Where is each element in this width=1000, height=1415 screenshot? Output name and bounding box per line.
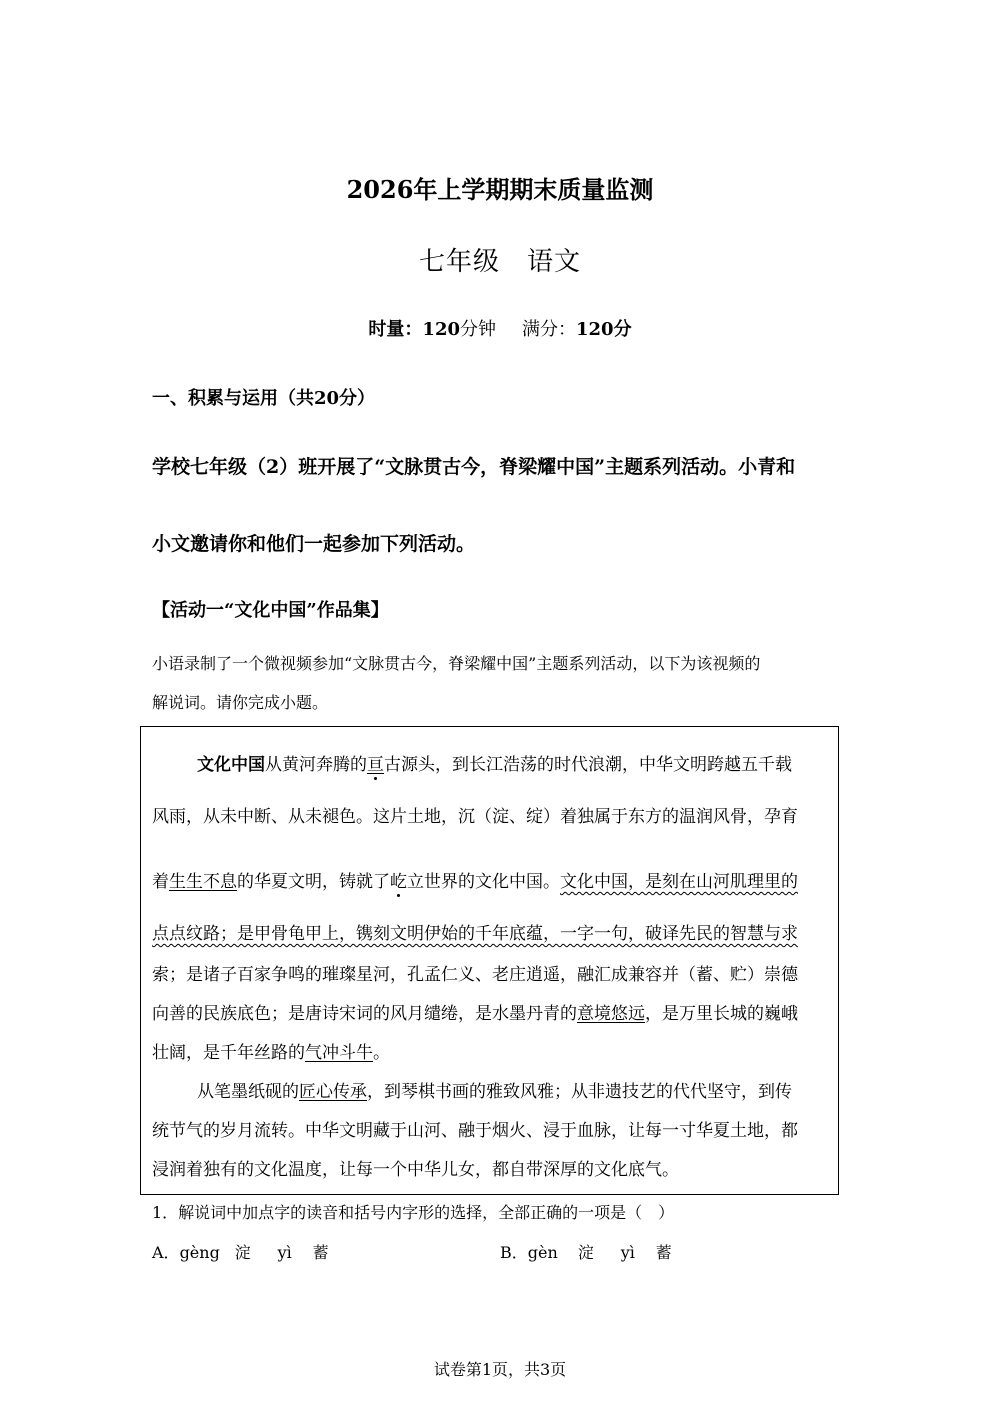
activity-desc-line-1: 小语录制了一个微视频参加“文脉贯古今，脊梁耀中国”主题系列活动，以下为该视频的 <box>152 654 761 673</box>
time-value: 120 <box>422 319 460 340</box>
option-pinyin-1: gèn <box>527 1243 558 1262</box>
exam-time-info <box>0 315 1000 341</box>
score-unit: 分 <box>613 319 632 340</box>
dotted-char: 屹 <box>390 872 407 892</box>
wavy-underlined-sentence: 点点纹路；是甲骨龟甲上，镌刻文明伊始的千年底蕴，一字一句，破译先民的智慧与求 <box>152 924 798 944</box>
passage-line-1: 文化中国从黄河奔腾的亘古源头，到长江浩荡的时代浪潮，中华文明跨越五千载 <box>197 755 792 775</box>
passage-line-4 <box>152 919 798 944</box>
underlined-phrase: 意境悠远 <box>577 1004 645 1024</box>
page-footer: 试卷第1页，共3页 <box>433 1360 567 1379</box>
option-a[interactable] <box>152 1240 329 1263</box>
underlined-phrase: 匠心传承 <box>299 1082 367 1102</box>
passage-line-2: 风雨，从未中断、从未褪色。这片土地，沉（淀、绽）着独属于东方的温润风骨，孕育 <box>152 807 798 827</box>
underlined-phrase: 生生不息 <box>169 872 237 892</box>
option-char-2: 蓄 <box>655 1243 672 1262</box>
question-1-text: 1．解说词中加点字的读音和括号内字形的选择，全部正确的一项是（ ） <box>152 1203 675 1222</box>
option-pinyin-1: gèng <box>179 1243 220 1262</box>
option-char-1: 淀 <box>577 1243 594 1262</box>
passage-keyword: 文化中国 <box>197 755 265 775</box>
passage-line-7: 壮阔，是千年丝路的气冲斗牛。 <box>152 1043 390 1063</box>
option-pinyin-2: yì <box>277 1243 292 1262</box>
section-heading: 一、积累与运用（共20分） <box>152 388 376 409</box>
score-label: 满分： <box>522 319 576 340</box>
time-unit: 分钟 <box>460 319 496 340</box>
time-label: 时量： <box>368 319 423 340</box>
dotted-char: 亘 <box>367 755 384 775</box>
passage-line-8: 从笔墨纸砚的匠心传承，到琴棋书画的雅致风雅；从非遗技艺的代代坚守，到传 <box>197 1082 792 1102</box>
section-intro-line-2: 小文邀请你和他们一起参加下列活动。 <box>152 533 476 555</box>
option-b[interactable] <box>500 1240 672 1263</box>
section-intro-line-1: 学校七年级（2）班开展了“文脉贯古今，脊梁耀中国”主题系列活动。小青和 <box>152 456 796 478</box>
passage-line-9: 统节气的岁月流转。中华文明藏于山河、融于烟火、浸于血脉，让每一寸华夏土地，都 <box>152 1121 798 1141</box>
option-char-2: 蓄 <box>312 1243 329 1262</box>
exam-title: 2026年上学期期末质量监测 <box>346 175 654 204</box>
option-letter: B． <box>500 1243 528 1262</box>
score-value: 120 <box>576 319 614 340</box>
passage-line-6: 向善的民族底色；是唐诗宋词的风月缱绻，是水墨丹青的意境悠远，是万里长城的巍峨 <box>152 1004 798 1024</box>
underlined-phrase: 气冲斗牛 <box>305 1043 373 1063</box>
activity-desc-line-2: 解说词。请你完成小题。 <box>152 693 329 712</box>
passage-line-10: 浸润着独有的文化温度，让每一个中华儿女，都自带深厚的文化底气。 <box>152 1160 679 1180</box>
option-letter: A． <box>152 1243 180 1262</box>
option-char-1: 淀 <box>234 1243 251 1262</box>
activity-title: 【活动一“文化中国”作品集】 <box>152 600 389 621</box>
option-pinyin-2: yì <box>620 1243 635 1262</box>
passage-line-3: 着生生不息的华夏文明，铸就了屹立世界的文化中国。文化中国，是刻在山河肌理里的 <box>152 872 798 892</box>
passage-line-5: 索；是诸子百家争鸣的璀璨星河，孔孟仁义、老庄逍遥，融汇成兼容并（蓄、贮）崇德 <box>152 965 798 985</box>
wavy-underlined-sentence: 文化中国，是刻在山河肌理里的 <box>560 872 798 892</box>
exam-subtitle: 七年级 语文 <box>418 247 581 277</box>
